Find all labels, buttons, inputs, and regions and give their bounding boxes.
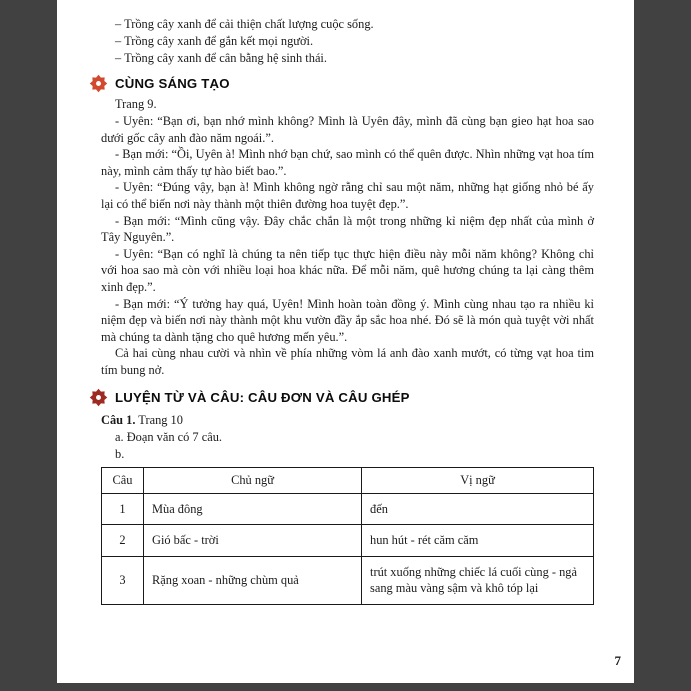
page-content [57, 0, 634, 605]
table-header-cau: Câu [102, 467, 144, 493]
answer-line-a: a. Đoạn văn có 7 câu. [115, 429, 222, 444]
section-header-luyen-tu-va-cau [89, 388, 594, 407]
page-number: 7 [614, 653, 621, 668]
dialogue-paragraph: - Bạn mới: “Ồi, Uyên à! Mình nhớ bạn chứ, sao mình có thể quên được. Nhìn những vạt hoa tím này, mình cảm thấy tự hào biết bao.”. [101, 147, 594, 178]
table-header-vi-ngu: Vị ngữ [362, 467, 594, 493]
section-title: CÙNG SÁNG TẠO [115, 76, 230, 91]
intro-bullet: – Trồng cây xanh để cân bằng hệ sinh thái. [115, 51, 327, 65]
table-header-chu-ngu: Chủ ngữ [144, 467, 362, 493]
exercise-heading [101, 412, 594, 429]
intro-bullet: – Trồng cây xanh để cải thiện chất lượng cuộc sống. [115, 17, 374, 31]
cell-sentence-number: 2 [102, 525, 144, 557]
closing-paragraph: Cả hai cùng nhau cười và nhìn về phía những vòm lá anh đào xanh mướt, có từng vạt hoa tim tím bung nở. [101, 346, 594, 377]
dialogue-paragraph: - Bạn mới: “Mình cũng vậy. Đây chắc chắn là một trong những kỉ niệm đẹp nhất của mình ở Tây Nguyên.”. [101, 213, 594, 245]
table-header-row [102, 467, 594, 493]
gear-icon [89, 388, 108, 407]
cell-subject: Mùa đông [144, 493, 362, 525]
flower-gear-icon [89, 74, 108, 93]
table-row [102, 556, 594, 604]
table-row [102, 525, 594, 557]
dialogue-paragraph: - Uyên: “Bạn có nghĩ là chúng ta nên tiếp tục thực hiện điều này mỗi năm không? Không chỉ với hoa sao mà còn với nhiều loại hoa khác nữa. Để mỗi năm, quê hương chúng ta lại càng thêm xinh đẹp.”. [101, 246, 594, 294]
cell-sentence-number: 1 [102, 493, 144, 525]
exercise-label: Câu 1. [101, 412, 136, 427]
dialogue-paragraph: - Uyên: “Đúng vậy, bạn à! Mình không ngờ rằng chỉ sau một năm, những hạt giống nhỏ bé ấy lại có thể biến nơi này thành một thiên đường hoa tuyệt đẹp.”. [101, 180, 594, 211]
document-page [57, 0, 634, 683]
dialogue-paragraph: - Bạn mới: “Ý tưởng hay quá, Uyên! Mình hoàn toàn đồng ý. Mình cùng nhau tạo ra nhiều kỉ niệm đẹp và biến nơi này thành một khu vườn đầy ắp sắc hoa nhé. Đó sẽ là món quà tuyệt vời nhất mà chúng ta dành tặng cho quê hương mến yêu.”. [101, 296, 594, 344]
page-reference: Trang 9. [115, 97, 157, 111]
intro-bullet: – Trồng cây xanh để gắn kết mọi người. [115, 34, 314, 48]
cell-predicate: trút xuống những chiếc lá cuối cùng - ngả sang màu vàng sậm và khô tóp lại [362, 556, 594, 604]
cell-subject: Rặng xoan - những chùm quả [144, 556, 362, 604]
cell-predicate: hun hút - rét căm căm [362, 525, 594, 557]
dialogue-paragraph: - Uyên: “Bạn ơi, bạn nhớ mình không? Mình là Uyên đây, mình đã cùng bạn gieo hạt hoa sao dưới gốc cây anh đào năm ngoái.”. [101, 114, 594, 145]
answer-line-b: b. [115, 446, 125, 461]
section-title: LUYỆN TỪ VÀ CÂU: CÂU ĐƠN VÀ CÂU GHÉP [115, 389, 410, 405]
cell-predicate: đến [362, 493, 594, 525]
grammar-answer-table [101, 467, 594, 605]
exercise-page-ref: Trang 10 [135, 412, 183, 427]
cell-sentence-number: 3 [102, 556, 144, 604]
section-header-cung-sang-tao [89, 74, 594, 93]
cell-subject: Gió bấc - trời [144, 525, 362, 557]
table-row [102, 493, 594, 525]
